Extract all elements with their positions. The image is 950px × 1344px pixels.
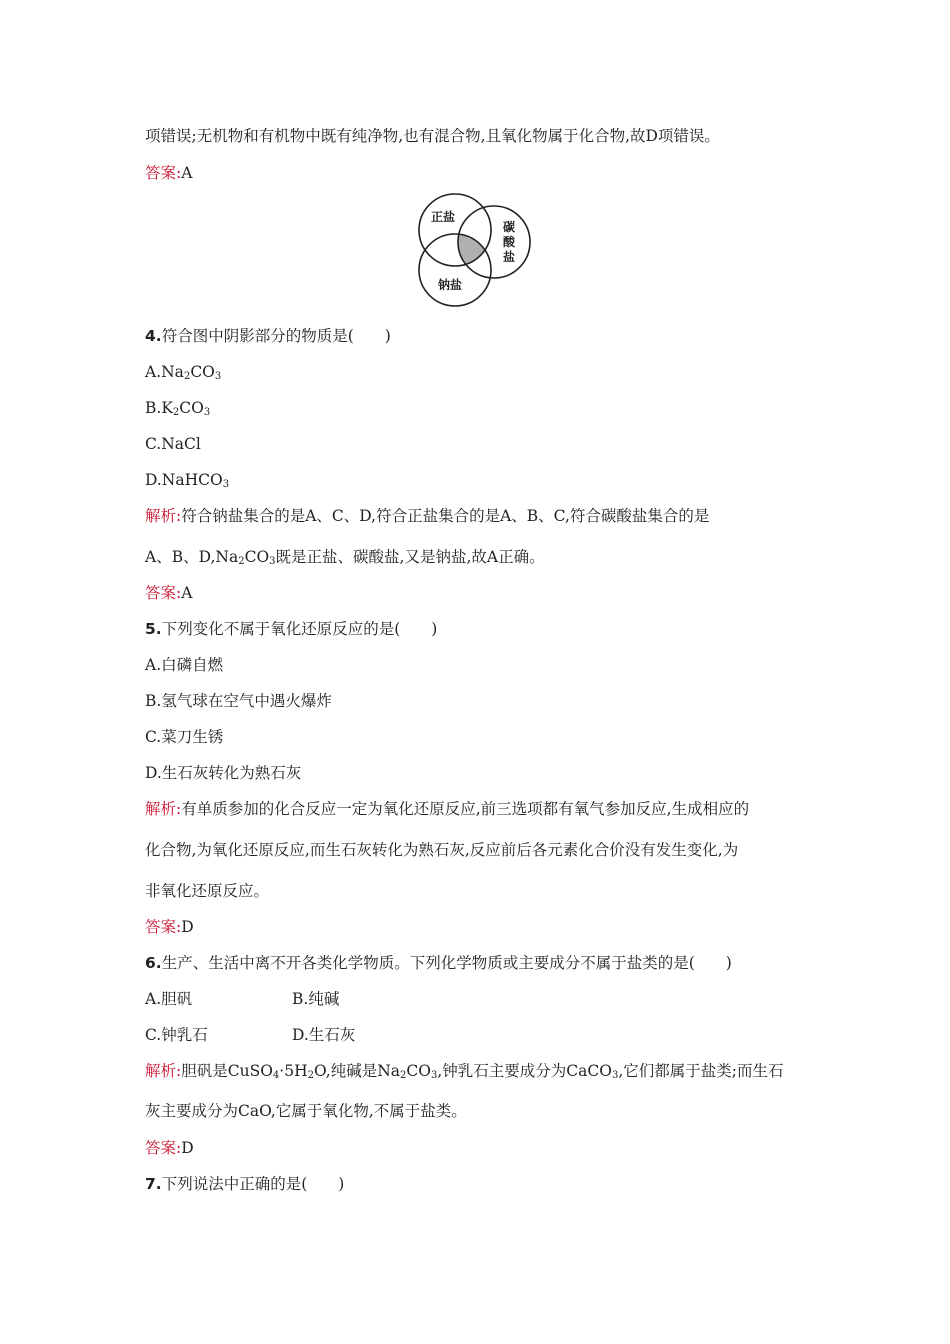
q4-analysis-1: 解析:符合钠盐集合的是A、C、D,符合正盐集合的是A、B、C,符合碳酸盐集合的是 (145, 507, 710, 525)
answer-label: 答案: (145, 918, 182, 936)
answer-label: 答案: (145, 1139, 182, 1157)
q6-option-d: D.生石灰 (292, 1026, 356, 1044)
q4-option-b: $B.K_2CO_3$ (145, 399, 211, 418)
q6-analysis-1: 解析:胆矾是$CuSO_4\cdot 5H_2O$,纯碱是$Na_2CO_3$,钟乳石主要成分为CaCO$_3$,它们都属于盐类;而生石 (145, 1062, 784, 1081)
label-yan: 盐 (503, 250, 516, 264)
answer-label: 答案: (145, 584, 182, 602)
q7-number: 7. (145, 1175, 162, 1193)
circle-nayan (419, 234, 491, 306)
q5-option-a: A.白磷自燃 (145, 656, 224, 674)
q5-analysis-3: 非氧化还原反应。 (145, 882, 270, 900)
q6-analysis-2: 灰主要成分为CaO,它属于氧化物,不属于盐类。 (145, 1102, 467, 1120)
q6-options-row-2 (145, 1025, 820, 1045)
q4-stem-text: 符合图中阴影部分的物质是( ) (161, 327, 391, 345)
q6-option-a: A.胆矾 (145, 990, 193, 1008)
answer-value: A (181, 164, 193, 182)
prev-answer (145, 163, 820, 183)
q4-analysis-2: A、B、$D,Na_2CO_3$既是正盐、碳酸盐,又是钠盐,故A正确。 (145, 548, 545, 567)
q5-number: 5. (145, 620, 162, 638)
analysis-label: 解析: (145, 507, 182, 525)
answer-label: 答案: (145, 164, 182, 182)
label-zhengyan: 正盐 (431, 210, 456, 224)
q5-answer: 答案:D (145, 918, 194, 936)
q7-stem: 7.下列说法中正确的是( ) (145, 1175, 345, 1193)
q4-option-d: D.NaHCO$_3$ (145, 471, 230, 490)
q4-stem (145, 326, 820, 346)
q6-answer: 答案:D (145, 1139, 194, 1157)
q6-option-b: B.纯碱 (292, 990, 340, 1008)
analysis-label: 解析: (145, 1062, 182, 1080)
analysis-label: 解析: (145, 800, 182, 818)
q6-option-c: C.钟乳石 (145, 1026, 208, 1044)
prev-explanation-tail: 项错误;无机物和有机物中既有纯净物,也有混合物,且氧化物属于化合物,故D项错误。 (145, 127, 720, 145)
label-suan: 酸 (503, 235, 516, 249)
q5-analysis-2: 化合物,为氧化还原反应,而生石灰转化为熟石灰,反应前后各元素化合价没有发生变化,为 (145, 841, 739, 859)
q4-option-a: $A.Na_2CO_3$ (145, 363, 222, 382)
venn-diagram (410, 190, 540, 310)
q4-option-c: C.NaCl (145, 435, 201, 453)
q6-options-row-1 (145, 989, 820, 1009)
label-tan: 碳 (503, 220, 516, 234)
q5-stem: 5.下列变化不属于氧化还原反应的是( ) (145, 620, 438, 638)
q4-number: 4. (145, 327, 162, 345)
q6-number: 6. (145, 954, 162, 972)
circle-zhengyan (419, 194, 491, 266)
label-nayan: 钠盐 (438, 278, 463, 292)
q6-stem: 6.生产、生活中离不开各类化学物质。下列化学物质或主要成分不属于盐类的是( ) (145, 954, 732, 972)
q5-option-c: C.菜刀生锈 (145, 728, 224, 746)
q5-option-d: D.生石灰转化为熟石灰 (145, 764, 302, 782)
q5-analysis-1: 解析:有单质参加的化合反应一定为氧化还原反应,前三选项都有氧气参加反应,生成相应的 (145, 800, 750, 818)
q4-answer: 答案:A (145, 584, 193, 602)
q5-option-b: B.氢气球在空气中遇火爆炸 (145, 692, 332, 710)
